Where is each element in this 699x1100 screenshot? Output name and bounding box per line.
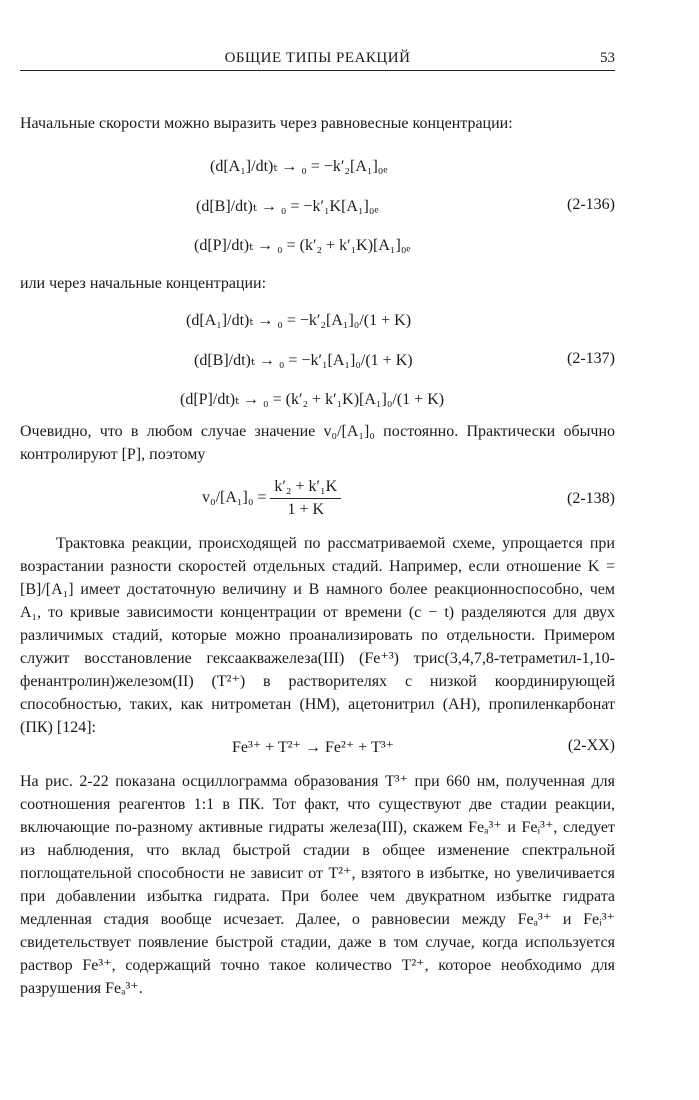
- equation-2-136-line-3: (d[P]/dt)ₜ → ₀ = (k′₂ + k′₁K)[A₁]₀ₑ: [194, 237, 411, 254]
- equation-2-138-fraction: [270, 478, 341, 519]
- equation-number-2-136: (2-136): [567, 196, 615, 213]
- equation-number-2-137: (2-137): [567, 350, 615, 367]
- oscillogram-paragraph: На рис. 2-22 показана осциллограмма образования T³⁺ при 660 нм, полученная для соотношения реагентов 1:1 в ПК. Тот факт, что существуют две стадии реакции, включающие по-разному активные гидраты железа(III), скажем Feₐ³⁺ и Feᵢ³⁺, следует из наблюдения, что вклад быстрой стадии в общее изменение спектральной поглощательной способности не зависит от T²⁺, взятого в избытке, но увеличивается при добавлении избытка гидрата. При более чем двукратном избытке гидрата медленная стадия вообще исчезает. Далее, о равновесии между Feₐ³⁺ и Feᵢ³⁺ свидетельствует появление быстрой стадии, даже в том случае, когда используется раствор Fe³⁺, содержащий точно такое количество T²⁺, которое необходимо для разрушения Feₐ³⁺.: [20, 773, 615, 997]
- page-number: 53: [600, 50, 615, 66]
- transition-paragraph: или через начальные концентрации:: [20, 275, 267, 292]
- observation-paragraph: Очевидно, что в любом случае значение v₀/[A₁]₀ постоянно. Практически обычно контролируют [P], поэтому: [20, 423, 615, 463]
- equation-2-137-line-1: (d[A₁]/dt)ₜ → ₀ = −k′₂[A₁]₀/(1 + K): [186, 312, 412, 329]
- equation-2-136-line-2: (d[B]/dt)ₜ → ₀ = −k′₁K[A₁]₀ₑ: [196, 198, 379, 215]
- equation-2-137-line-2: (d[B]/dt)ₜ → ₀ = −k′₁[A₁]₀/(1 + K): [194, 352, 413, 369]
- equation-2-xx: Fe³⁺ + T²⁺ → Fe²⁺ + T³⁺: [232, 739, 394, 756]
- equation-2-138-denominator: 1 + K: [287, 501, 325, 518]
- equation-2-138-numerator: k′₂ + k′₁K: [270, 478, 341, 499]
- running-header: [20, 40, 615, 71]
- discussion-paragraph: Трактовка реакции, происходящей по рассматриваемой схеме, упрощается при возрастании разности скоростей отдельных стадий. Например, если отношение K = [B]/[A₁] имеет достаточную величину и B намного более реакционноспособно, чем A₁, то кривые зависимости концентрации от времени (c − t) разделяются для двух различимых стадий, которые можно проанализировать по отдельности. Примером служит восстановление гексаакважелеза(III) (Fe⁺³) трис(3,4,7,8-тетраметил-1,10-фенантролин)железом(II) (T²⁺) в растворителях с низкой координирующей способностью, таких, как нитрометан (НМ), ацетонитрил (АН), пропиленкарбонат (ПК) [124]:: [20, 535, 615, 736]
- chapter-title: ОБЩИЕ ТИПЫ РЕАКЦИЙ: [224, 50, 411, 66]
- intro-paragraph: Начальные скорости можно выразить через равновесные концентрации:: [20, 115, 513, 132]
- equation-number-2-xx: (2-XX): [567, 737, 615, 754]
- equation-2-136-line-1: (d[A₁]/dt)ₜ → ₀ = −k′₂[A₁]₀ₑ: [210, 158, 388, 175]
- equation-2-137-line-3: (d[P]/dt)ₜ → ₀ = (k′₂ + k′₁K)[A₁]₀/(1 + K): [180, 391, 445, 408]
- equation-2-138: [202, 478, 341, 519]
- equation-2-138-lhs: v₀/[A₁]₀ =: [202, 489, 267, 507]
- equation-number-2-138: (2-138): [567, 490, 615, 507]
